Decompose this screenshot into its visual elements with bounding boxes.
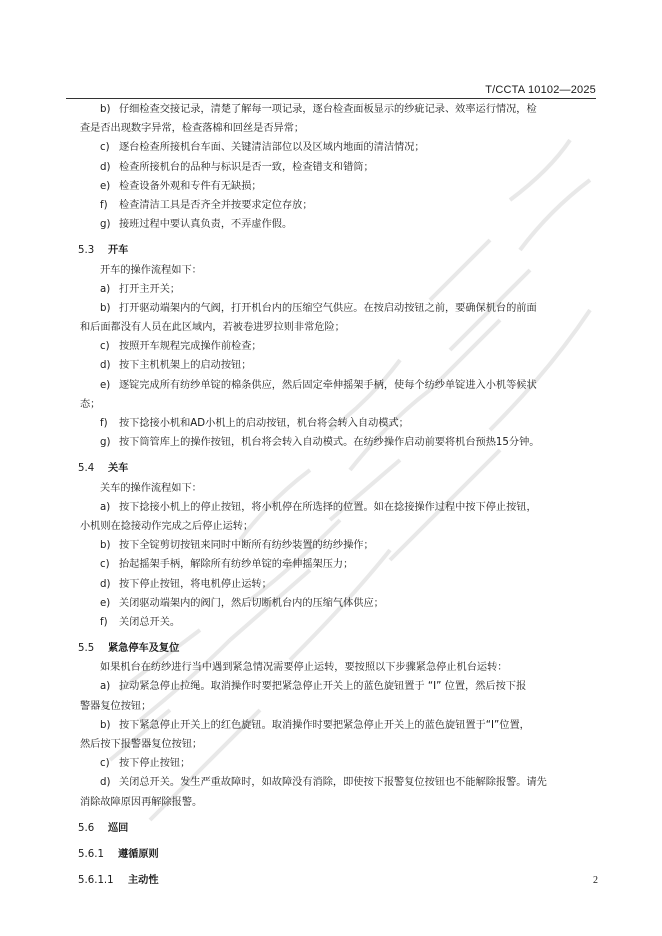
section-intro: 如果机台在纺纱进行当中遇到紧急情况需要停止运转，要按照以下步骤紧急停止机台运转：: [100, 662, 508, 674]
item-label: d): [100, 777, 111, 789]
list-item: [80, 498, 600, 536]
section-title: 巡回: [108, 822, 129, 834]
item-label: f): [100, 616, 108, 628]
item-text: 检查清洁工具是否齐全并按要求定位存放；: [119, 199, 313, 211]
section-number: 5.6.1: [78, 848, 104, 860]
item-text: 检查所接机台的品种与标识是否一致，检查错支和错筒；: [119, 161, 374, 173]
item-text: 逐锭完成所有纺纱单锭的棉条供应，然后固定牵伸摇架手柄，使每个纺纱单锭进入小机等候状: [119, 379, 537, 391]
item-text: 仔细检查交接记录，清楚了解每一项记录，逐台检查面板显示的纱疵记录、效率运行情况，检: [119, 104, 537, 115]
section-heading-5-4: [78, 459, 600, 478]
item-label: c): [100, 559, 110, 571]
list-item: [80, 337, 600, 356]
item-text: 关闭总开关。: [119, 616, 181, 628]
section-title: 关车: [108, 463, 129, 475]
item-text: 关闭驱动端架内的阀门，然后切断机台内的压缩气体供应；: [119, 597, 384, 609]
item-text-continued: 态；: [80, 398, 101, 410]
item-text-continued: 消除故障原因再解除报警。: [80, 796, 203, 808]
item-text: 拉动紧急停止拉绳。取消操作时要把紧急停止开关上的蓝色旋钮置于 “I” 位置，然后按下报: [119, 681, 527, 693]
item-label: a): [100, 681, 111, 693]
list-item: [80, 196, 600, 215]
item-text-continued: 警器复位按钮；: [80, 700, 152, 712]
item-label: d): [100, 161, 111, 173]
list-item: [80, 414, 600, 433]
section-intro: 开车的操作流程如下：: [100, 264, 202, 276]
list-item: [80, 536, 600, 555]
item-label: d): [100, 578, 111, 590]
item-label: a): [100, 283, 111, 295]
section-heading-5-5: [78, 639, 600, 658]
item-label: f): [100, 418, 108, 429]
list-item: [80, 575, 600, 594]
section-title: 遵循原则: [118, 848, 159, 860]
section-number: 5.6: [78, 822, 95, 834]
list-item: [80, 177, 600, 196]
list-item: [80, 433, 600, 452]
item-text: 按下停止按钮，将电机停止运转；: [119, 578, 272, 590]
section-number: 5.6.1.1: [78, 875, 114, 887]
item-text: 按下紧急停止开关上的红色旋钮。取消操作时要把紧急停止开关上的蓝色旋钮置于“I”位置，: [119, 719, 530, 731]
item-text: 按下全锭剪切按钮来同时中断所有纺纱装置的纺纱操作；: [119, 540, 374, 552]
item-label: a): [100, 501, 111, 513]
list-item: [80, 356, 600, 375]
item-label: c): [100, 142, 110, 154]
item-text: 抬起摇架手柄，解除所有纺纱单锭的牵伸摇架压力；: [119, 559, 354, 571]
list-item: [80, 677, 600, 715]
item-text: 关闭总开关。发生严重故障时，如故障没有消除，即使按下报警复位按钮也不能解除报警。请先: [119, 777, 547, 789]
section-heading-5-6-1-1: [78, 871, 600, 890]
item-label: b): [100, 540, 111, 552]
page-number: 2: [593, 875, 598, 886]
list-item: [80, 280, 600, 299]
section-title: 紧急停车及复位: [108, 643, 180, 655]
item-label: b): [100, 719, 111, 731]
item-label: d): [100, 360, 111, 372]
item-label: c): [100, 341, 110, 353]
item-text: 打开主开关；: [119, 283, 181, 295]
section-heading-5-3: [78, 241, 600, 260]
item-text: 逐台检查所接机台车面、关键清洁部位以及区域内地面的清洁情况；: [119, 142, 425, 154]
item-label: e): [100, 597, 111, 609]
item-label: b): [100, 302, 111, 314]
item-text-continued: 小机则在捻接动作完成之后停止运转；: [80, 520, 254, 532]
item-text: 按下主机机架上的启动按钮；: [119, 360, 252, 372]
item-text: 按照开车规程完成操作前检查；: [119, 341, 262, 353]
list-item: [80, 158, 600, 177]
list-item: [80, 215, 600, 234]
item-text: 按下捻接小机上的停止按钮，将小机停在所选择的位置。如在捻接操作过程中按下停止按钮，: [119, 501, 537, 513]
item-text-continued: 然后按下报警器复位按钮；: [80, 739, 203, 750]
header-rule: [66, 98, 596, 99]
item-text: 按下捻接小机和AD小机上的启动按钮，机台将会转入自动模式；: [119, 418, 409, 429]
section-number: 5.3: [78, 245, 95, 257]
list-item: [80, 138, 600, 157]
list-item: [80, 716, 600, 754]
list-item: [80, 376, 600, 414]
item-text: 按下停止按钮；: [119, 758, 191, 770]
list-item: [80, 100, 600, 138]
item-label: c): [100, 758, 110, 770]
section-heading-5-6-1: [78, 845, 600, 864]
section-number: 5.5: [78, 643, 95, 655]
item-text: 打开驱动端架内的气阀，打开机台内的压缩空气供应。在按启动按钮之前，要确保机台的前面: [119, 302, 537, 314]
list-item: [80, 299, 600, 337]
section-title: 开车: [108, 245, 129, 257]
document-body: [80, 100, 600, 890]
list-item: [80, 594, 600, 613]
item-label: g): [100, 437, 111, 449]
item-text-continued: 查是否出现数字异常，检查落棉和回丝是否异常；: [80, 123, 305, 135]
item-text: 按下筒管库上的操作按钮，机台将会转入自动模式。在纺纱操作启动前要将机台预热15分钟。: [119, 437, 540, 449]
item-text-continued: 和后面都没有人员在此区域内，若被卷进罗拉则非常危险；: [80, 322, 345, 334]
list-item: [80, 555, 600, 574]
section-title: 主动性: [128, 875, 159, 887]
item-text: 检查设备外观和专件有无缺损；: [119, 180, 262, 192]
item-label: g): [100, 219, 111, 231]
item-label: b): [100, 104, 111, 115]
item-label: e): [100, 180, 111, 192]
item-text: 接班过程中要认真负责，不弄虚作假。: [119, 219, 293, 231]
document-number: T/CCTA 10102—2025: [485, 84, 596, 96]
section-heading-5-6: [78, 819, 600, 838]
item-label: f): [100, 199, 108, 211]
section-number: 5.4: [78, 463, 95, 475]
list-item: [80, 773, 600, 811]
section-intro: 关车的操作流程如下：: [100, 482, 202, 494]
item-label: e): [100, 379, 111, 391]
list-item: [80, 754, 600, 773]
list-item: [80, 613, 600, 632]
